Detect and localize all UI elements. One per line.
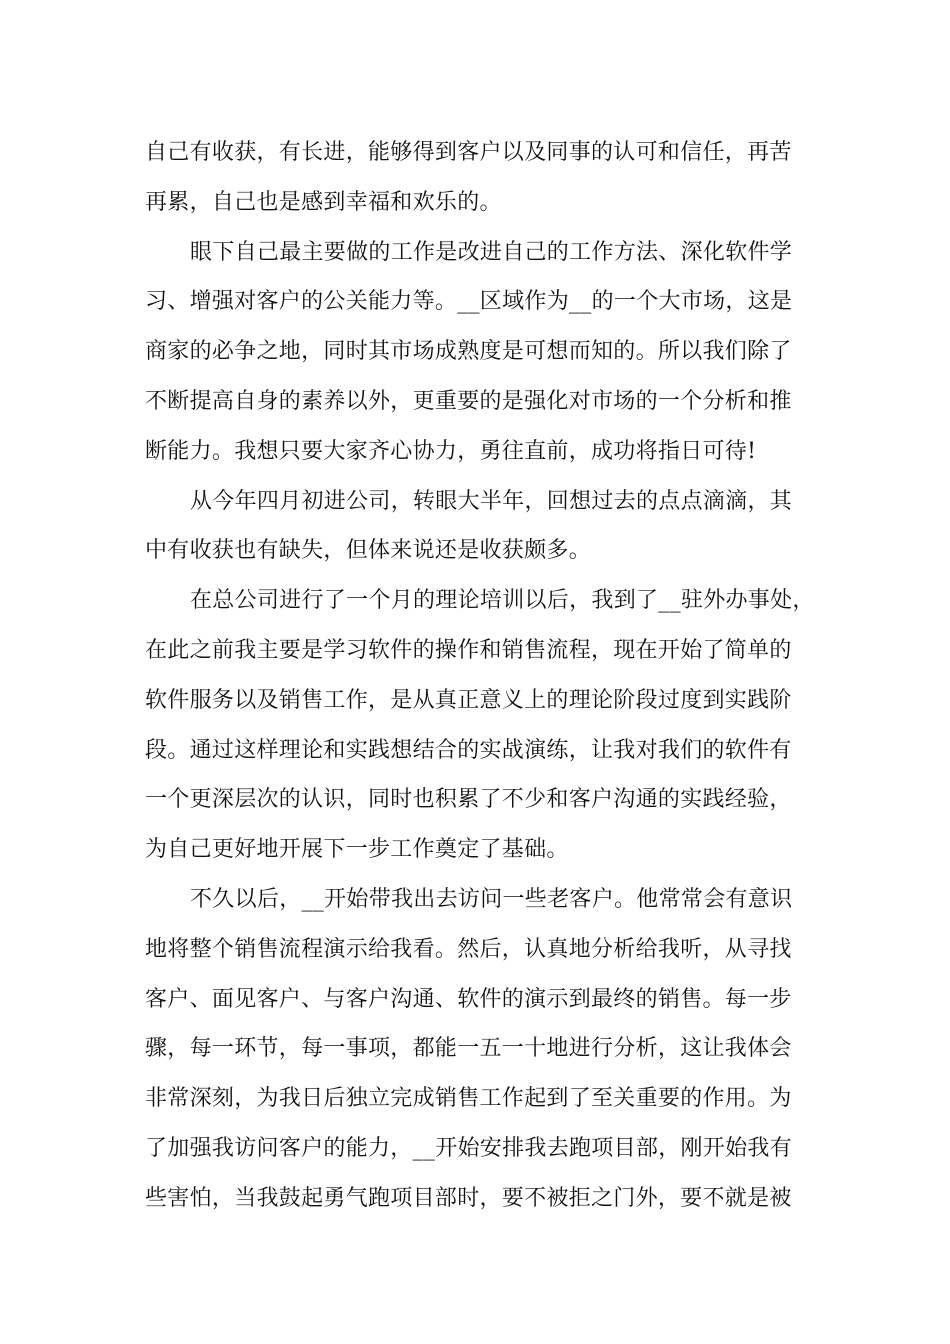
- text-line: 从今年四月初进公司，转眼大半年，回想过去的点点滴滴，其: [190, 488, 793, 514]
- text-line: 不久以后，__开始带我出去访问一些老客户。他常常会有意识: [190, 886, 793, 912]
- text-line: 为自己更好地开展下一步工作奠定了基础。: [145, 837, 569, 863]
- text-line: 软件服务以及销售工作，是从真正意义上的理论阶段过度到实践阶: [145, 687, 792, 713]
- text-line: 断能力。我想只要大家齐心协力，勇往直前，成功将指日可待!: [145, 438, 757, 464]
- text-line: 段。通过这样理论和实践想结合的实战演练，让我对我们的软件有: [145, 737, 792, 763]
- text-line: 习、增强对客户的公关能力等。__区域作为__的一个大市场，这是: [145, 289, 793, 315]
- text-line: 了加强我访问客户的能力，__开始安排我去跑项目部，刚开始我有: [145, 1135, 793, 1161]
- text-line: 再累，自己也是感到幸福和欢乐的。: [145, 189, 502, 215]
- text-line: 在总公司进行了一个月的理论培训以后，我到了__驻外办事处，: [190, 588, 815, 614]
- text-line: 非常深刻，为我日后独立完成销售工作起到了至关重要的作用。为: [145, 1086, 792, 1112]
- text-line: 中有收获也有缺失，但体来说还是收获颇多。: [145, 538, 592, 564]
- document-body: [145, 128, 815, 1224]
- text-line: 些害怕，当我鼓起勇气跑项目部时，要不被拒之门外，要不就是被: [145, 1185, 792, 1211]
- text-line: 骤，每一环节，每一事项，都能一五一十地进行分析，这让我体会: [145, 1036, 792, 1062]
- text-line: 商家的必争之地，同时其市场成熟度是可想而知的。所以我们除了: [145, 339, 792, 365]
- text-line: 在此之前我主要是学习软件的操作和销售流程，现在开始了简单的: [145, 637, 792, 663]
- text-line: 一个更深层次的认识，同时也积累了不少和客户沟通的实践经验，: [145, 787, 792, 813]
- text-line: 客户、面见客户、与客户沟通、软件的演示到最终的销售。每一步: [145, 986, 792, 1012]
- text-line: 地将整个销售流程演示给我看。然后，认真地分析给我听，从寻找: [145, 936, 792, 962]
- text-line: 眼下自己最主要做的工作是改进自己的工作方法、深化软件学: [190, 239, 793, 265]
- paragraph-1: [145, 128, 810, 228]
- text-line: 自己有收获，有长进，能够得到客户以及同事的认可和信任，再苦: [145, 140, 792, 165]
- paragraph-5: [145, 875, 810, 1224]
- text-line: 不断提高自身的素养以外，更重要的是强化对市场的一个分析和推: [145, 388, 792, 414]
- paragraph-2: [145, 228, 810, 477]
- paragraph-3: [145, 477, 810, 577]
- paragraph-4: [145, 576, 815, 875]
